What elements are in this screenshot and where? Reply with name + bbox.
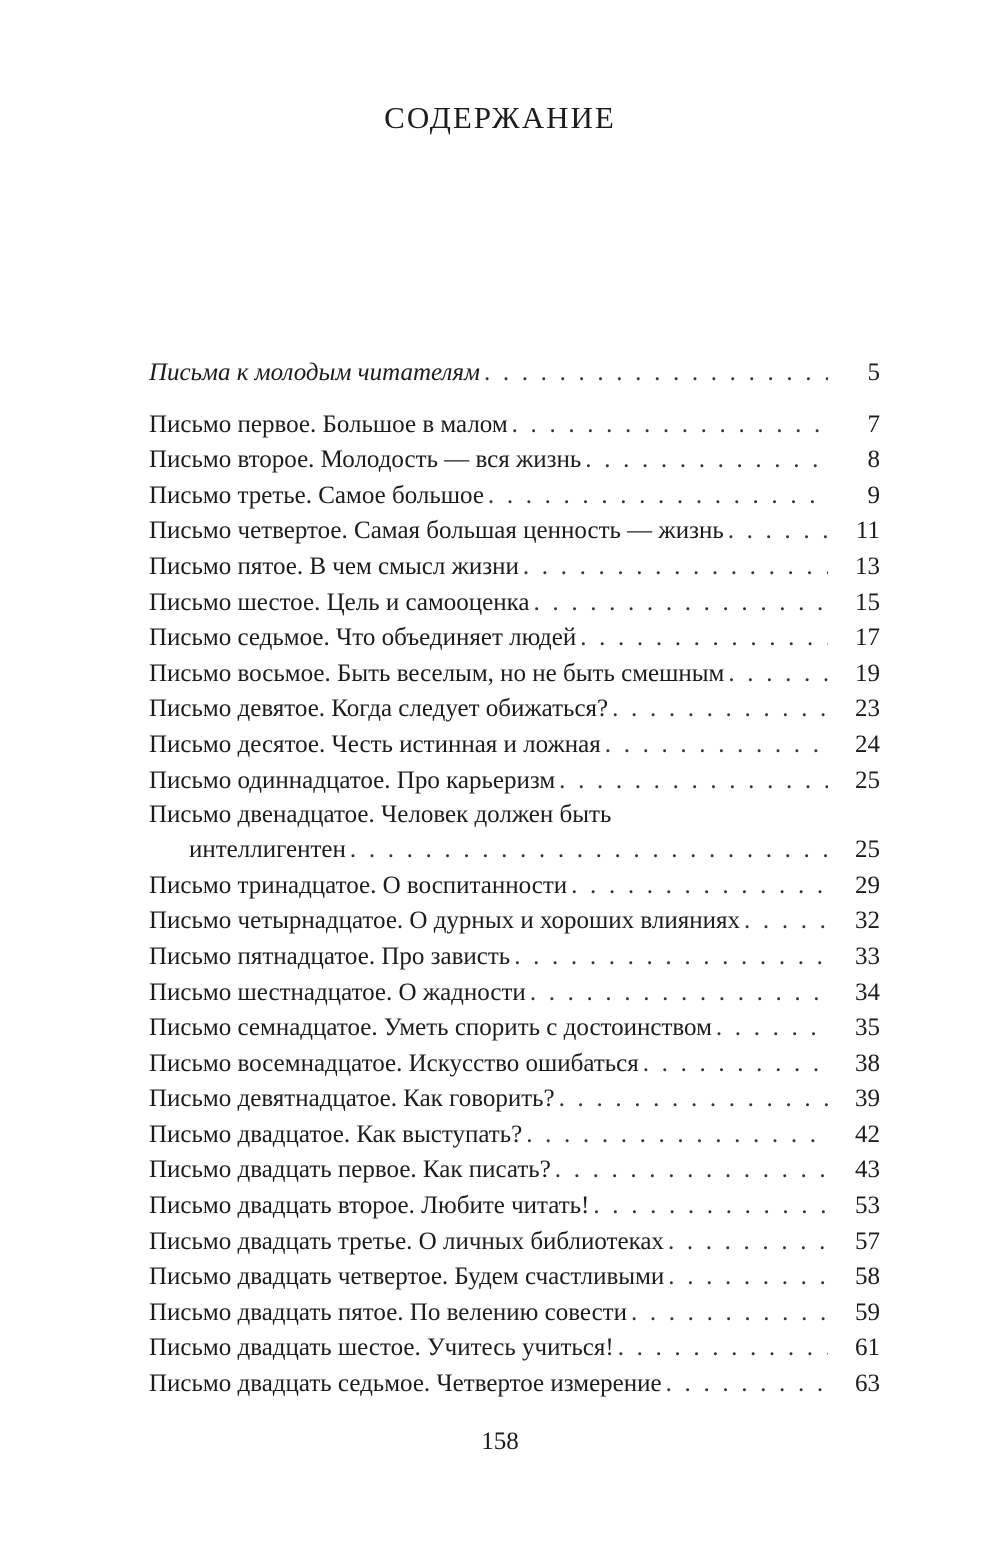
toc-page-number: 58 — [855, 1263, 880, 1291]
toc-entry[interactable] — [149, 478, 880, 514]
dot-leader — [555, 1152, 828, 1188]
toc-entry[interactable] — [149, 975, 880, 1011]
dot-leader — [716, 1010, 828, 1046]
dot-leader — [728, 513, 828, 549]
toc-entry[interactable] — [149, 407, 880, 443]
toc-entry-title: Письмо двадцать первое. Как писать? — [149, 1156, 551, 1184]
toc-page-number: 61 — [855, 1334, 880, 1362]
toc-entry[interactable] — [149, 1046, 880, 1082]
dot-leader — [631, 1295, 828, 1331]
toc-entry-title: Письмо восьмое. Быть веселым, но не быть смешным — [149, 659, 725, 687]
dot-leader — [744, 903, 828, 939]
toc-entry[interactable] — [149, 620, 880, 656]
toc-page-number: 43 — [855, 1156, 880, 1184]
toc-entry[interactable] — [149, 585, 880, 621]
toc-entry[interactable] — [149, 1152, 880, 1188]
toc-entry[interactable] — [149, 1224, 880, 1260]
toc-entry-title-continuation: интеллигентен — [189, 836, 346, 864]
toc-page-number: 24 — [855, 730, 880, 758]
toc-page-number: 35 — [855, 1014, 880, 1042]
toc-entry-title: Письмо двадцатое. Как выступать? — [149, 1120, 523, 1148]
toc-page-number: 53 — [855, 1192, 880, 1220]
toc-entry[interactable] — [149, 549, 880, 585]
toc-entry[interactable] — [149, 1295, 880, 1331]
dot-leader — [526, 1117, 828, 1153]
toc-page-number: 59 — [855, 1298, 880, 1326]
toc-entry[interactable] — [149, 1081, 880, 1117]
toc-entry-title: Письмо девятнадцатое. Как говорить? — [149, 1085, 555, 1113]
dot-leader — [559, 763, 828, 799]
dot-leader — [612, 691, 828, 727]
toc-list — [149, 407, 880, 1402]
toc-entry-title: Письмо пятнадцатое. Про зависть — [149, 942, 511, 970]
toc-entry[interactable] — [149, 798, 880, 832]
toc-entry-title: Письмо восемнадцатое. Искусство ошибаться — [149, 1049, 639, 1077]
toc-entry-title: Письмо двадцать пятое. По велению совести — [149, 1298, 627, 1326]
toc-page-number: 32 — [855, 907, 880, 935]
toc-page-number: 15 — [855, 588, 880, 616]
toc-entry[interactable] — [149, 939, 880, 975]
dot-leader — [585, 442, 828, 478]
toc-entry-title: Письмо семнадцатое. Уметь спорить с достоинством — [149, 1014, 712, 1042]
toc-entry-title: Письмо третье. Самое большое — [149, 481, 484, 509]
toc-entry[interactable] — [149, 868, 880, 904]
toc-entry-title: Письма к молодым читателям — [149, 359, 480, 386]
toc-page-number: 5 — [867, 359, 880, 386]
toc-entry[interactable] — [149, 1259, 880, 1295]
toc-entry[interactable] — [149, 1188, 880, 1224]
toc-entry-title: Письмо шестое. Цель и самооценка — [149, 588, 530, 616]
dot-leader — [534, 585, 828, 621]
toc-entry-title: Письмо первое. Большое в малом — [149, 410, 508, 438]
dot-leader — [580, 620, 828, 656]
toc-page-number: 7 — [867, 410, 880, 438]
dot-leader — [350, 832, 828, 868]
toc-entry-title: Письмо тринадцатое. О воспитанности — [149, 871, 568, 899]
dot-leader — [593, 1188, 828, 1224]
toc-page-number: 8 — [867, 446, 880, 474]
toc-page-number: 33 — [855, 942, 880, 970]
toc-entry[interactable] — [149, 1366, 880, 1402]
dot-leader — [523, 549, 828, 585]
dot-leader — [559, 1081, 828, 1117]
toc-entry-title: Письмо двадцать второе. Любите читать! — [149, 1192, 590, 1220]
dot-leader — [666, 1366, 828, 1402]
toc-page-number: 23 — [855, 695, 880, 723]
toc-entry[interactable] — [149, 763, 880, 799]
dot-leader — [668, 1259, 828, 1295]
toc-entry-title: Письмо двадцать третье. О личных библиотеках — [149, 1227, 664, 1255]
toc-page-number: 11 — [855, 517, 880, 545]
dot-leader — [571, 868, 828, 904]
toc-page-number: 25 — [855, 836, 880, 864]
page-number: 158 — [481, 1428, 519, 1455]
toc-entry-title: Письмо четырнадцатое. О дурных и хороших влияниях — [149, 907, 741, 935]
toc-page-number: 57 — [855, 1227, 880, 1255]
toc-entry-title: Письмо двадцать седьмое. Четвертое измерение — [149, 1370, 662, 1398]
toc-page-number: 39 — [855, 1085, 880, 1113]
toc-entry-title: Письмо второе. Молодость — вся жизнь — [149, 446, 582, 474]
toc-entry-title: Письмо девятое. Когда следует обижаться? — [149, 695, 609, 723]
page-title: СОДЕРЖАНИЕ — [384, 100, 616, 135]
toc-entry[interactable] — [149, 691, 880, 727]
toc-entry-continuation[interactable] — [149, 832, 880, 868]
dot-leader — [514, 939, 828, 975]
toc-page-number: 13 — [855, 552, 880, 580]
toc-entry-title: Письмо одиннадцатое. Про карьеризм — [149, 766, 556, 794]
toc-page-number: 38 — [855, 1049, 880, 1077]
toc-entry[interactable] — [149, 903, 880, 939]
toc-entry[interactable] — [149, 1330, 880, 1366]
toc-entry[interactable] — [149, 513, 880, 549]
toc-entry-title: Письмо двадцать шестое. Учитесь учиться! — [149, 1334, 614, 1362]
toc-entry-title: Письмо четвертое. Самая большая ценность — жизнь — [149, 517, 724, 545]
toc-entry-title: Письмо шестнадцатое. О жадности — [149, 978, 526, 1006]
toc-page-number: 29 — [855, 871, 880, 899]
toc-entry-title: Письмо десятое. Честь истинная и ложная — [149, 730, 601, 758]
toc-page-number: 25 — [855, 766, 880, 794]
toc-page-number: 19 — [855, 659, 880, 687]
dot-leader — [512, 407, 828, 443]
dot-leader — [530, 975, 828, 1011]
table-of-contents — [149, 355, 880, 1402]
toc-entry[interactable] — [149, 442, 880, 478]
toc-page-number: 9 — [867, 481, 880, 509]
toc-entry[interactable] — [149, 656, 880, 692]
toc-page-number: 63 — [855, 1370, 880, 1398]
dot-leader — [668, 1224, 828, 1260]
toc-entry[interactable] — [149, 1010, 880, 1046]
toc-entry-title: Письмо двенадцатое. Человек должен быть — [149, 801, 612, 829]
dot-leader — [618, 1330, 828, 1366]
toc-page-number: 34 — [855, 978, 880, 1006]
toc-entry-title: Письмо пятое. В чем смысл жизни — [149, 552, 519, 580]
dot-leader — [484, 355, 828, 391]
dot-leader — [643, 1046, 828, 1082]
toc-entry[interactable] — [149, 727, 880, 763]
toc-entry[interactable] — [149, 1117, 880, 1153]
toc-entry-intro[interactable] — [149, 355, 880, 391]
toc-entry-title: Письмо седьмое. Что объединяет людей — [149, 624, 577, 652]
dot-leader — [488, 478, 828, 514]
dot-leader — [728, 656, 828, 692]
dot-leader — [605, 727, 828, 763]
toc-page-number: 17 — [855, 624, 880, 652]
toc-page-number: 42 — [855, 1120, 880, 1148]
toc-entry-title: Письмо двадцать четвертое. Будем счастливыми — [149, 1263, 665, 1291]
